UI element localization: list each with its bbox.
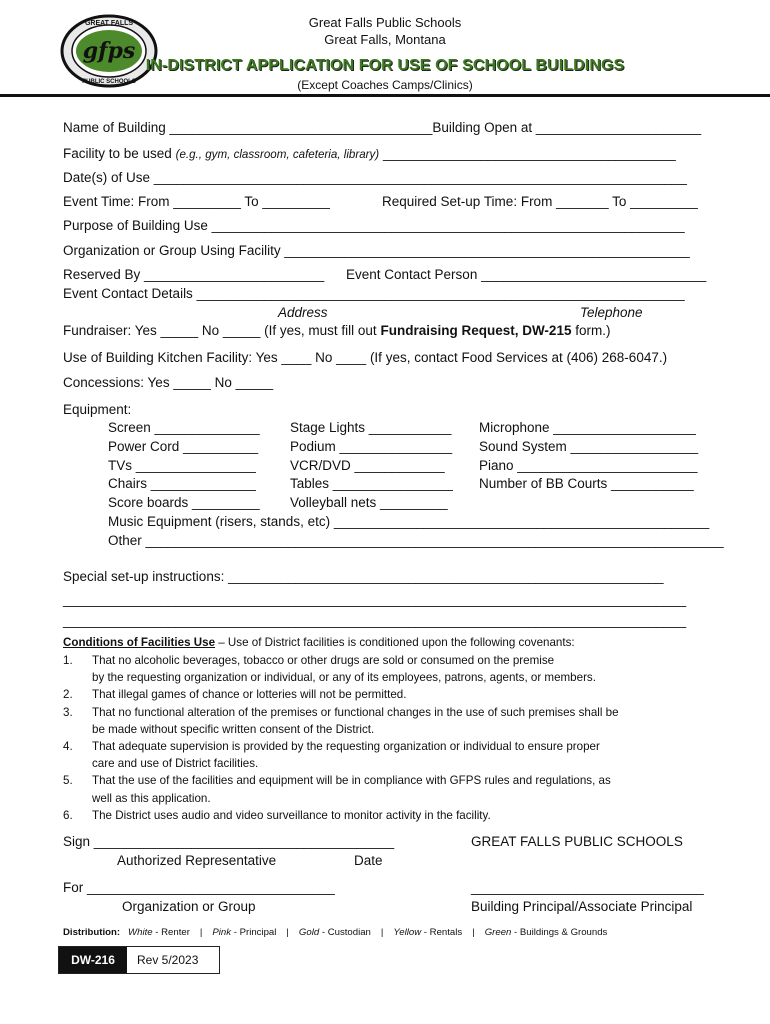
distribution-recipient: - Renter bbox=[152, 927, 190, 938]
condition-text: care and use of District facilities. bbox=[92, 757, 259, 771]
condition-text: That no functional alteration of the premises or functional changes in the use of such premises shall be bbox=[92, 705, 619, 719]
logo-ring-top: GREAT FALLS bbox=[84, 20, 134, 27]
distribution-separator: | bbox=[380, 927, 384, 938]
condition-number: 1. bbox=[63, 654, 73, 667]
org-group-caption: Organization or Group bbox=[122, 899, 256, 914]
dates-field[interactable]: Date(s) of Use _______________________________________________________________________ bbox=[63, 170, 687, 185]
building-field[interactable]: Name of Building ___________________________________Building Open at ______________________ bbox=[63, 120, 702, 135]
distribution-recipient: - Principal bbox=[231, 927, 277, 938]
fundraiser-field[interactable] bbox=[63, 322, 610, 340]
principal-signature-line[interactable]: _______________________________ bbox=[471, 880, 704, 895]
condition-number: 2. bbox=[63, 688, 73, 702]
org-name: Great Falls Public Schools bbox=[308, 15, 462, 30]
distribution-color: Yellow bbox=[393, 927, 422, 938]
sign-field[interactable]: Sign ________________________________________ bbox=[63, 834, 395, 849]
equipment-item[interactable]: Podium _______________ bbox=[290, 438, 453, 454]
other-equipment-field[interactable]: Other _____________________________________________________________________________ bbox=[108, 533, 724, 548]
telephone-caption: Telephone bbox=[580, 305, 643, 320]
equipment-item[interactable]: VCR/DVD ____________ bbox=[290, 457, 445, 473]
condition-number: 5. bbox=[63, 774, 73, 788]
header-divider bbox=[0, 94, 770, 97]
contact-details-field[interactable]: Event Contact Details _________________________________________________________________ bbox=[63, 286, 685, 301]
equipment-item[interactable]: Number of BB Courts ___________ bbox=[479, 476, 694, 492]
facility-label: Facility to be used bbox=[63, 146, 172, 161]
equipment-item[interactable]: Score boards _________ bbox=[108, 495, 260, 511]
equipment-item[interactable]: Piano ________________________ bbox=[479, 457, 698, 473]
logo-text: gfps bbox=[82, 38, 136, 64]
conditions-heading-row bbox=[63, 635, 575, 651]
equipment-item[interactable]: Microphone ___________________ bbox=[479, 420, 696, 435]
distribution-color: Gold bbox=[298, 927, 320, 938]
conditions-heading: Conditions of Facilities Use bbox=[63, 636, 216, 649]
equipment-item[interactable]: Power Cord __________ bbox=[108, 438, 259, 454]
authorized-rep-caption: Authorized Representative bbox=[117, 853, 277, 868]
facility-example: (e.g., gym, classroom, cafeteria, library) bbox=[175, 148, 380, 161]
special-setup-line-2[interactable]: ___________________________________________________________________________________ bbox=[63, 592, 687, 607]
gfps-label: GREAT FALLS PUBLIC SCHOOLS bbox=[471, 834, 683, 849]
distribution-color: Pink bbox=[212, 927, 232, 938]
equipment-item[interactable]: Stage Lights ___________ bbox=[290, 420, 452, 435]
conditions-intro: – Use of District facilities is conditioned upon the following covenants: bbox=[215, 636, 575, 649]
distribution-row bbox=[63, 927, 607, 939]
distribution-recipient: - Rentals bbox=[421, 927, 463, 938]
form-code: DW-216 bbox=[59, 947, 127, 973]
condition-number: 4. bbox=[63, 740, 73, 753]
organization-field[interactable]: Organization or Group Using Facility ______________________________________________________ bbox=[63, 243, 690, 258]
equipment-item[interactable]: Screen ______________ bbox=[108, 420, 260, 435]
music-equipment-field[interactable]: Music Equipment (risers, stands, etc) __________________________________________________ bbox=[108, 514, 710, 529]
event-time-field[interactable]: Event Time: From _________ To _________ bbox=[63, 194, 330, 209]
condition-text: That no alcoholic beverages, tobacco or other drugs are sold or consumed on the premise bbox=[92, 654, 555, 667]
special-setup-line-3[interactable]: ___________________________________________________________________________________ bbox=[63, 613, 687, 628]
equipment-item[interactable]: Volleyball nets _________ bbox=[290, 495, 448, 511]
fundraiser-form-ref: Fundraising Request, DW-215 bbox=[380, 323, 572, 338]
contact-person-field[interactable]: Event Contact Person ______________________________ bbox=[346, 267, 707, 282]
distribution-separator: | bbox=[286, 927, 289, 938]
equipment-item[interactable]: Chairs ______________ bbox=[108, 476, 256, 492]
equipment-label: Equipment: bbox=[63, 402, 132, 417]
condition-text: well as this application. bbox=[92, 791, 211, 805]
condition-text: by the requesting organization or individual, or any of its employees, patrons, agents, or members. bbox=[92, 671, 596, 685]
concessions-field[interactable]: Concessions: Yes _____ No _____ bbox=[63, 375, 274, 390]
distribution-recipient: - Buildings & Grounds bbox=[511, 927, 608, 938]
distribution-separator: | bbox=[472, 927, 475, 938]
special-setup-field[interactable]: Special set-up instructions: __________________________________________________________ bbox=[63, 569, 664, 584]
distribution-color: White bbox=[128, 927, 153, 938]
distribution-label: Distribution: bbox=[63, 927, 121, 938]
kitchen-field[interactable]: Use of Building Kitchen Facility: Yes ____ No ____ (If yes, contact Food Services at (406) 268-6047.) bbox=[63, 350, 668, 365]
equipment-item[interactable]: Tables ________________ bbox=[290, 476, 453, 492]
date-caption: Date bbox=[354, 853, 383, 868]
condition-text: That adequate supervision is provided by the requesting organization or individual to ensure proper bbox=[92, 740, 600, 753]
condition-text: be made without specific written consent of the District. bbox=[92, 722, 375, 736]
distribution-separator: | bbox=[199, 927, 203, 938]
fundraiser-suffix: form.) bbox=[575, 323, 611, 338]
page-title: IN-DISTRICT APPLICATION FOR USE OF SCHOOL BUILDINGS bbox=[145, 57, 625, 74]
facility-blank[interactable]: _______________________________________ bbox=[382, 146, 676, 161]
page-subtitle: (Except Coaches Camps/Clinics) bbox=[297, 78, 473, 92]
fundraiser-text: Fundraiser: Yes _____ No _____ (If yes, must fill out bbox=[63, 323, 377, 338]
facility-field[interactable] bbox=[63, 145, 676, 163]
logo-ring-bottom: PUBLIC SCHOOLS bbox=[82, 79, 136, 85]
org-city: Great Falls, Montana bbox=[324, 32, 446, 47]
condition-text: That illegal games of chance or lotteries will not be permitted. bbox=[92, 688, 407, 702]
form-id-box bbox=[58, 946, 220, 974]
condition-number: 3. bbox=[63, 705, 73, 719]
distribution-recipient: - Custodian bbox=[319, 927, 371, 938]
principal-caption: Building Principal/Associate Principal bbox=[471, 899, 693, 914]
form-revision: Rev 5/2023 bbox=[137, 953, 199, 967]
distribution-color: Green bbox=[484, 927, 512, 938]
equipment-item[interactable]: TVs ________________ bbox=[108, 457, 256, 473]
reserved-by-field[interactable]: Reserved By ________________________ bbox=[63, 267, 325, 282]
purpose-field[interactable]: Purpose of Building Use _______________________________________________________________ bbox=[63, 218, 685, 233]
condition-text: That the use of the facilities and equipment will be in compliance with GFPS rules and regulations, as bbox=[92, 774, 611, 788]
condition-number: 6. bbox=[63, 808, 73, 822]
for-field[interactable]: For _________________________________ bbox=[63, 880, 335, 895]
condition-text: The District uses audio and video surveillance to monitor activity in the facility. bbox=[92, 808, 491, 822]
equipment-item[interactable]: Sound System _________________ bbox=[479, 438, 699, 454]
address-caption: Address bbox=[278, 305, 328, 320]
setup-time-field[interactable]: Required Set-up Time: From _______ To _________ bbox=[382, 194, 698, 209]
